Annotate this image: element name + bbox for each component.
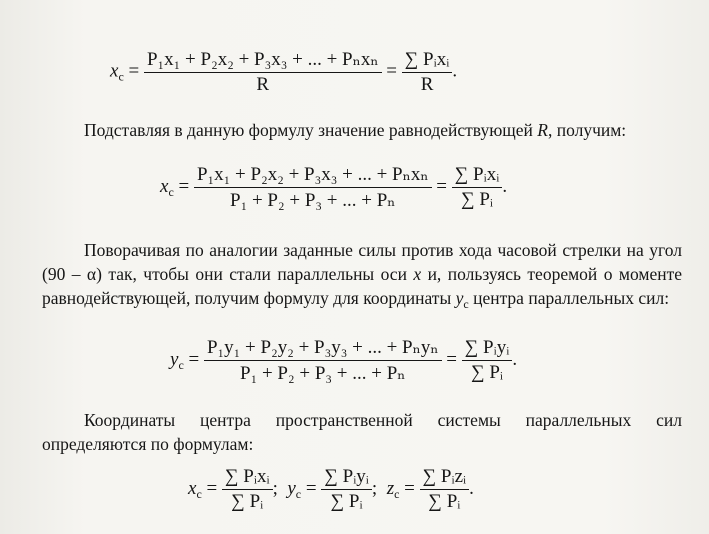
formula-denominator: ∑ Pᵢ <box>231 491 264 512</box>
formula-sum-fraction <box>452 164 503 211</box>
formula-denominator: P₁ + P₂ + P₃ + ... + Pₙ <box>240 363 406 384</box>
formula-fraction-z <box>420 466 470 513</box>
formula-sum-denominator: ∑ Pᵢ <box>461 189 494 210</box>
formula-lhs-sub: c <box>178 357 184 372</box>
formula-lhs-sub: c <box>168 184 174 199</box>
formula-numerator: ∑ Pᵢzᵢ <box>420 466 470 490</box>
paragraph-text: и, пользуясь теоремой о моменте равнодействующей, получим формулу для координаты <box>42 264 682 308</box>
paragraph-text: Координаты центра пространственной системы параллельных сил определяются по формулам: <box>42 410 682 454</box>
formula-lhs-var: y <box>170 348 179 370</box>
formula-fraction-x <box>222 466 273 513</box>
formula-end-mark: . <box>502 175 508 197</box>
formula-end-mark: . <box>452 60 458 82</box>
paragraph-text: центра параллельных сил: <box>468 288 670 308</box>
formula-numerator: P₁x₁ + P₂x₂ + P₃x₃ + ... + Pₙxₙ <box>194 163 432 188</box>
paragraph-text: Поворачивая по аналогии заданные силы против хода часовой стрелки на угол (90 – α) так, чтобы они стали параллельны оси <box>42 240 682 284</box>
formula-fraction <box>144 48 382 96</box>
formula-lhs-sub: c <box>295 486 302 501</box>
formula-lhs-var: y <box>287 477 296 499</box>
formula-lhs-var: z <box>386 477 395 499</box>
paragraph-var-sub: c <box>463 297 469 311</box>
paragraph-rotation <box>42 238 682 316</box>
paragraph-var-y: y <box>455 288 464 308</box>
formula-numerator: ∑ Pᵢyᵢ <box>321 466 372 490</box>
formula-lhs-var: x <box>188 477 197 499</box>
formula-numerator: P₁x₁ + P₂x₂ + P₃x₃ + ... + Pₙxₙ <box>144 48 382 73</box>
formula-sum-denominator: ∑ Pᵢ <box>471 362 504 383</box>
formula-sum-fraction <box>462 337 513 384</box>
formula-yc-full: $y_c$ = $\frac{\text{P₁y₁ + P₂y₂ + P₃y₃ + ... + Pₙyₙ}}{\text{P₁ + P₂ + P₃ + ... + Pₙ}}$ = $\frac{\text{∑ Pᵢyᵢ}}{\text{∑ Pᵢ}}$ . <box>170 337 518 384</box>
formula-sum-numerator: ∑ Pᵢxᵢ <box>452 164 503 188</box>
formula-sum-numerator: ∑ Pᵢxᵢ <box>402 49 453 73</box>
formula-sum-fraction <box>402 49 453 96</box>
formula-fraction <box>204 336 442 385</box>
formula-denominator: ∑ Pᵢ <box>330 491 363 512</box>
paragraph-var-r: R <box>537 120 548 140</box>
formula-sum-numerator: ∑ Pᵢyᵢ <box>462 337 513 361</box>
paragraph-substitution <box>42 118 682 142</box>
formula-lhs-var: x <box>160 175 169 197</box>
formula-separator: ; <box>371 477 378 499</box>
formula-spatial-center: $x_c$ = $\frac{\text{∑ Pᵢxᵢ}}{\text{∑ Pᵢ}}$ ; $y_c$ = $\frac{\text{∑ Pᵢyᵢ}}{\text{∑ Pᵢ}}$ ; $z_c$ = $\frac{\text{∑ Pᵢzᵢ}}{\text{∑ Pᵢ}}$ . <box>188 466 474 512</box>
formula-fraction <box>194 163 432 212</box>
formula-lhs-sub: c <box>118 69 124 84</box>
formula-xc-full: $x_c$ = $\frac{\text{P₁x₁ + P₂x₂ + P₃x₃ + ... + Pₙxₙ}}{\text{P₁ + P₂ + P₃ + ... + Pₙ}}$ = $\frac{\text{∑ Pᵢxᵢ}}{\text{∑ Pᵢ}}$ . <box>160 164 508 211</box>
formula-denominator: ∑ Pᵢ <box>428 491 461 512</box>
formula-numerator: ∑ Pᵢxᵢ <box>222 466 273 490</box>
paragraph-spatial-system <box>42 408 682 456</box>
formula-sum-denominator: R <box>420 73 434 95</box>
formula-lhs-var: x <box>110 60 119 82</box>
formula-xc-over-r: $x_c$ = $\frac{\text{P₁x₁ + P₂x₂ + P₃x₃ + ... + Pₙxₙ}}{R}$ = $\frac{\text{∑ Pᵢxᵢ}}{R}$ . <box>110 48 458 95</box>
formula-fraction-y <box>321 466 372 513</box>
formula-denominator: P₁ + P₂ + P₃ + ... + Pₙ <box>230 190 396 211</box>
formula-denominator: R <box>256 74 270 95</box>
formula-numerator: P₁y₁ + P₂y₂ + P₃y₃ + ... + Pₙyₙ <box>204 336 442 361</box>
paragraph-text: Подставляя в данную формулу значение равнодействующей <box>84 120 538 140</box>
formula-end-mark: . <box>512 348 518 370</box>
paragraph-var-x: x <box>413 264 422 284</box>
paragraph-text: , получим: <box>547 120 627 140</box>
formula-end-mark: . <box>469 477 474 499</box>
formula-lhs-sub: c <box>394 486 400 501</box>
formula-lhs-sub: c <box>196 486 202 501</box>
formula-separator: ; <box>272 477 278 499</box>
